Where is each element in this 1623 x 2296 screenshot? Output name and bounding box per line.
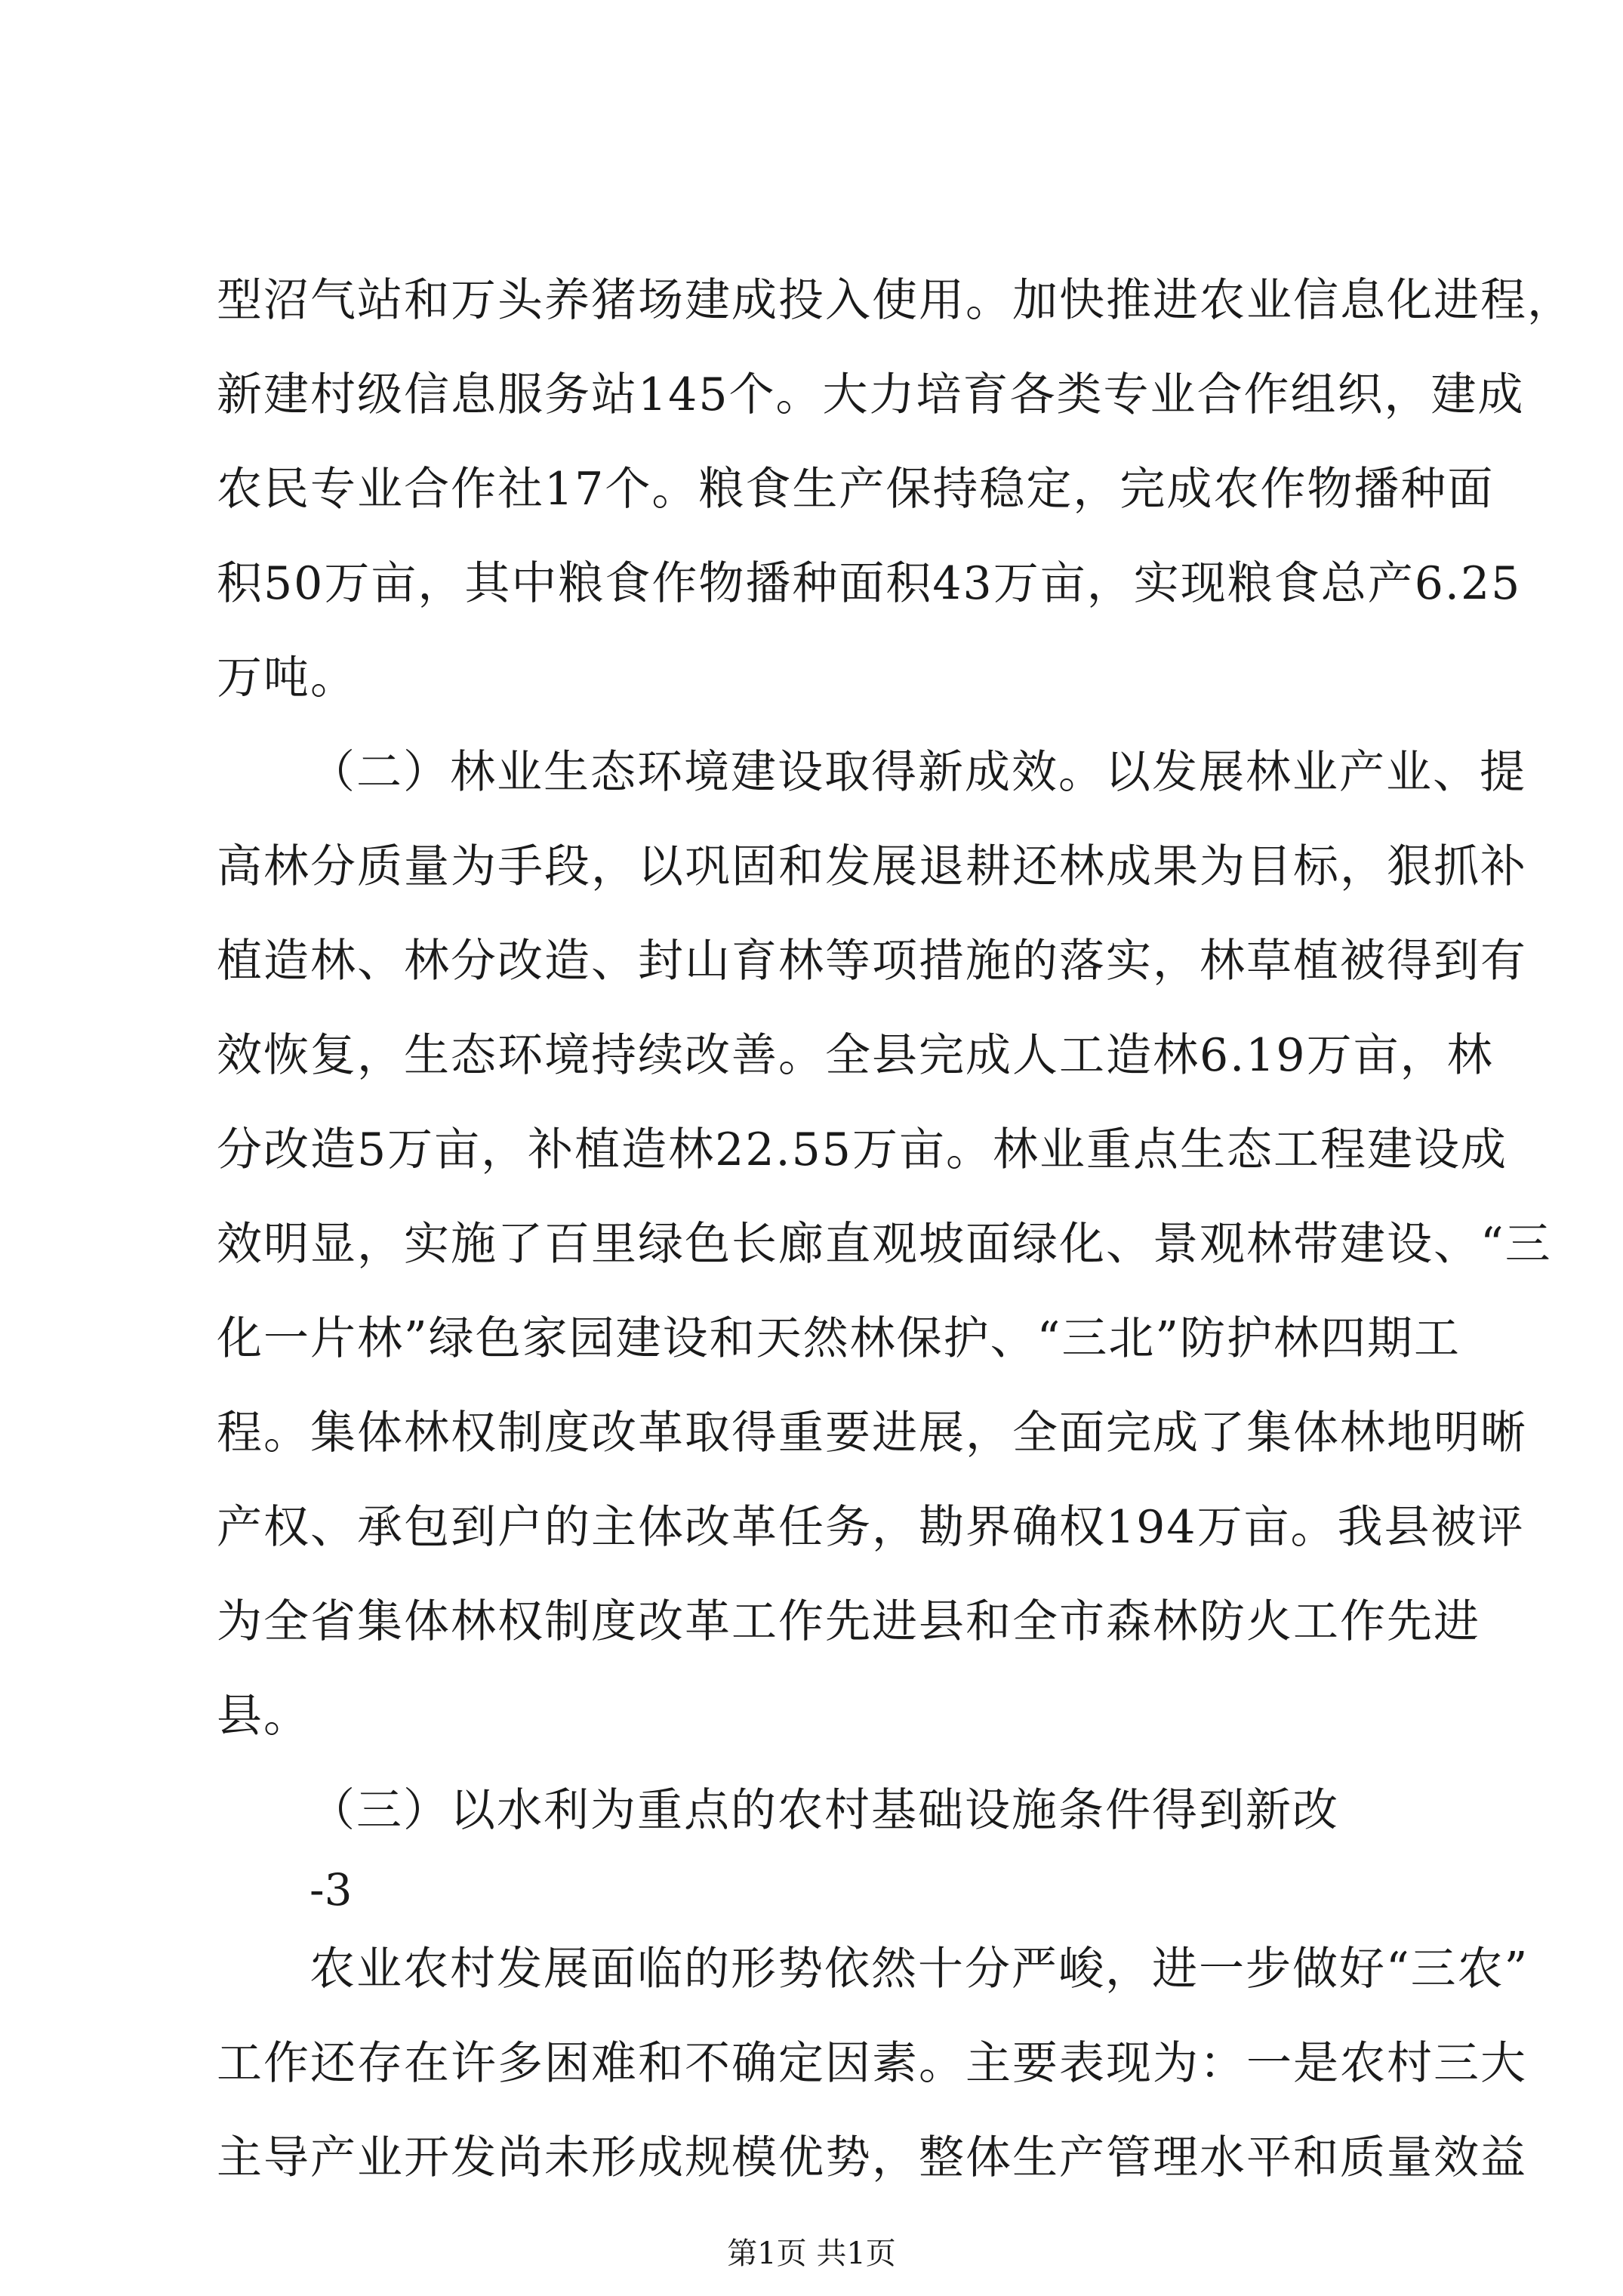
inline-page-number: -3 (310, 1864, 353, 1915)
paragraph-start-line: （二）林业生态环境建设取得新成效。以发展林业产业、提 (310, 746, 1526, 799)
text-line: 植造林、林分改造、封山育林等项措施的落实，林草植被得到有 (217, 935, 1527, 988)
text-line: 型沼气站和万头养猪场建成投入使用。加快推进农业信息化进程， (217, 274, 1574, 327)
text-line: 工作还存在许多困难和不确定因素。主要表现为：一是农村三大 (217, 2037, 1527, 2090)
text-line: 新建村级信息服务站145个。大力培育各类专业合作组织，建成 (217, 368, 1525, 421)
text-line: 主导产业开发尚未形成规模优势，整体生产管理水平和质量效益 (217, 2131, 1527, 2184)
text-line: 万吨。 (217, 652, 357, 704)
paragraph-start-line: （三）以水利为重点的农村基础设施条件得到新改 (310, 1784, 1339, 1837)
text-line: 县。 (217, 1690, 310, 1743)
text-line: 农民专业合作社17个。粮食生产保持稳定，完成农作物播种面 (217, 463, 1495, 516)
paragraph-start-line: 农业农村发展面临的形势依然十分严峻，进一步做好“三农” (310, 1943, 1529, 1996)
page-footer: 第1页 共1页 (727, 2236, 896, 2271)
text-line: 积50万亩，其中粮食作物播种面积43万亩，实现粮食总产6.25 (217, 557, 1522, 610)
text-line: 程。集体林权制度改革取得重要进展，全面完成了集体林地明晰 (217, 1407, 1527, 1459)
text-line: 产权、承包到户的主体改革任务，勘界确权194万亩。我县被评 (217, 1501, 1525, 1554)
text-line: 分改造5万亩，补植造林22.55万亩。林业重点生态工程建设成 (217, 1123, 1508, 1176)
text-line: 高林分质量为手段，以巩固和发展退耕还林成果为目标，狠抓补 (217, 840, 1527, 893)
text-line: 化一片林”绿色家园建设和天然林保护、“三北”防护林四期工 (217, 1312, 1461, 1365)
text-line: 为全省集体林权制度改革工作先进县和全市森林防火工作先进 (217, 1595, 1480, 1648)
text-line: 效恢复，生态环境持续改善。全县完成人工造林6.19万亩，林 (217, 1029, 1494, 1082)
text-line: 效明显，实施了百里绿色长廊直观坡面绿化、景观林带建设、“三 (217, 1218, 1552, 1271)
